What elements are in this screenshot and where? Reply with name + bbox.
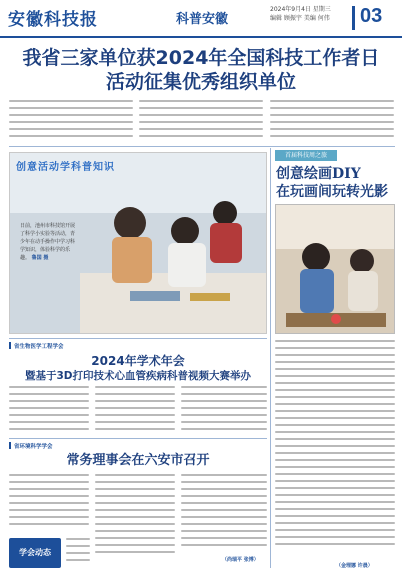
right-feature-photo xyxy=(275,204,395,334)
section-divider xyxy=(9,146,395,147)
story1-title-1: 2024年学术年会 xyxy=(91,354,185,368)
story1-body-col1 xyxy=(9,386,89,434)
right-feature-body xyxy=(275,340,395,560)
headline-line-1: 我省三家单位获2024年全国科技工作者日 xyxy=(22,47,380,69)
story2-body-col1 xyxy=(9,474,89,534)
right-feature-footer: （金理娜 许晨） xyxy=(336,563,373,569)
story1-kicker-bar xyxy=(9,342,11,349)
lead-article-body xyxy=(9,100,133,144)
story1-top-rule xyxy=(9,338,267,339)
feature-photo-title: 创意活动学科普知识 xyxy=(16,162,115,173)
caption-text: 日前，池州市科技馆开展了科学小实验等活动，青少年在动手操作中学习科学知识，体验科学的乐趣。 xyxy=(20,223,76,261)
story2-title: 常务理事会在六安市召开 xyxy=(66,453,210,468)
story1-body-col3 xyxy=(181,386,267,434)
story1-kicker: 省生物医学工程学会 xyxy=(14,344,64,350)
story1-title-2: 暨基于3D打印技术心血管疾病科普视频大赛举办 xyxy=(24,370,252,382)
story2-body-col1-lower xyxy=(66,538,90,568)
page-number: 03 xyxy=(360,5,383,27)
column-divider xyxy=(270,148,271,568)
page-number-bar xyxy=(352,6,355,30)
newspaper-logo: 安徽科技报 xyxy=(8,10,98,30)
headline-line-2: 活动征集优秀组织单位 xyxy=(105,71,296,93)
section-title: 科普安徽 xyxy=(176,12,229,27)
right-title-line-1: 创意绘画DIY xyxy=(276,166,361,182)
section-logo-xuehui: 学会动态 xyxy=(9,538,61,568)
editor-text: 编辑 顾振宇 美编 何伟 xyxy=(270,15,330,22)
right-feature-tag: 首届科技周之旅 xyxy=(275,150,337,161)
right-feature-title xyxy=(276,165,396,201)
right-title-line-2: 在玩画间玩转光影 xyxy=(276,184,388,200)
main-headline xyxy=(0,46,402,94)
lead-article-body-col3 xyxy=(270,100,394,144)
date-line xyxy=(270,5,331,23)
date-text: 2024年9月4日 星期三 xyxy=(270,6,331,13)
story1-body-col2 xyxy=(95,386,175,434)
feature-caption xyxy=(20,222,78,262)
masthead xyxy=(0,0,402,38)
story2-body-col3 xyxy=(181,474,267,554)
caption-credit: 鲁国 摄 xyxy=(31,255,49,261)
lead-article-body-col2 xyxy=(139,100,263,144)
story2-top-rule xyxy=(9,438,267,439)
story2-body-col2 xyxy=(95,474,175,564)
story2-kicker: 省环境科学学会 xyxy=(14,444,53,450)
story2-byline: （尚瑞平 张博） xyxy=(222,557,259,563)
story2-kicker-bar xyxy=(9,442,11,449)
